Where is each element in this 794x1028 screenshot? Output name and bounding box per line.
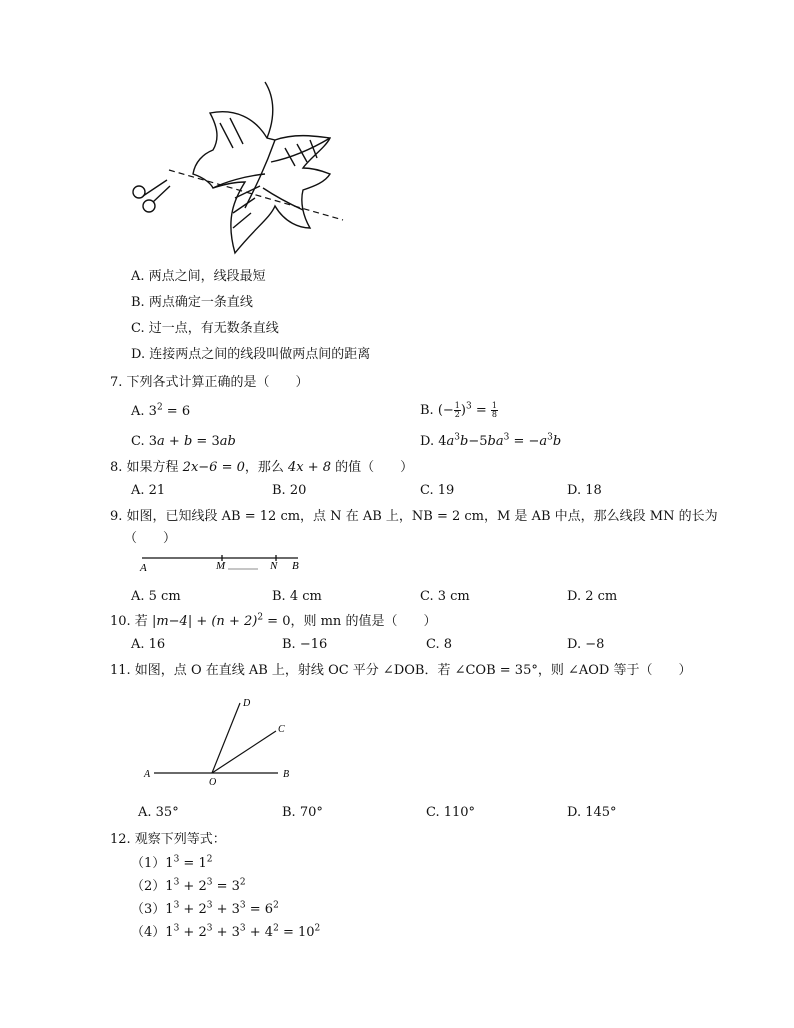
q11-option-b: B. 70° [282, 805, 323, 820]
q12-item-2-label: （2） [131, 879, 166, 894]
q8-option-d: D. 18 [567, 483, 602, 498]
q11-option-a: A. 35° [138, 805, 179, 820]
q10-stem: 10. 若 $|m-4| + (n + 2)^2 = 0$，则 mn 的值是（ ） [110, 612, 437, 629]
q8-stem [110, 460, 413, 476]
q8-option-c: C. 19 [420, 483, 455, 498]
q11-label-b: B [283, 769, 290, 780]
q6-option-d: D. 连接两点之间的线段叫做两点间的距离 [131, 347, 371, 362]
q11-label-d: D [243, 698, 251, 709]
q9-option-b: B. 4 cm [272, 589, 322, 604]
q7-stem: 7. 下列各式计算正确的是（ ） [110, 375, 309, 390]
q9-label-m: M [216, 560, 226, 572]
q9-option-a: A. 5 cm [131, 589, 181, 604]
q9-option-d: D. 2 cm [567, 589, 618, 604]
q11-option-d: D. 145° [567, 805, 617, 820]
q8-stem-pre: 8. 如果方程 [110, 460, 183, 475]
q11-label-o: O [209, 777, 217, 788]
q9-stem: 9. 如图，已知线段 AB = 12 cm，点 N 在 AB 上，NB = 2 cm，M 是 AB 中点，那么线段 MN 的长为 [110, 509, 718, 524]
q8-stem-post: 的值（ ） [331, 460, 414, 475]
q8-expression: 4x + 8 [288, 460, 332, 475]
q7-option-d-label: D. [420, 434, 439, 449]
q11-stem: 11. 如图，点 O 在直线 AB 上，射线 OC 平分 ∠DOB．若 ∠COB = 35°，则 ∠AOD 等于（ ） [110, 663, 692, 678]
q7-option-b: B. (− $\frac{1}{2}$ )$^3$ = $\frac{1}{8}$ [420, 401, 497, 419]
q8-option-b: B. 20 [272, 483, 307, 498]
q7-option-c-label: C. [131, 434, 149, 449]
q10-expression: |m−4| + (n + 2) [151, 614, 258, 629]
q9-segment-figure [138, 553, 308, 577]
q8-equation: 2x−6 = 0 [182, 460, 245, 475]
q10-option-a: A. 16 [131, 637, 166, 652]
q12-item-1-label: （1） [131, 856, 166, 871]
q12-item-4-label: （4） [131, 925, 166, 940]
q11-label-c: C [278, 724, 285, 735]
q10-option-d: D. −8 [567, 637, 605, 652]
q12-item-4: $(4)1^3 + 2^3 + 3^3 + 4^2 = 10^2$ [131, 923, 321, 940]
q7-option-a-label: A. [131, 404, 149, 419]
q12-stem: 12. 观察下列等式： [110, 832, 226, 847]
q12-item-3: $(3)1^3 + 2^3 + 3^3 = 6^2$ [131, 900, 279, 917]
q12-item-3-label: （3） [131, 902, 166, 917]
q11-option-c: C. 110° [426, 805, 476, 820]
q9-label-a: A [140, 562, 147, 574]
q12-item-1: $(1)1^3 = 1^2$ [131, 854, 213, 871]
q9-label-n: N [270, 560, 278, 572]
q10-option-c: C. 8 [426, 637, 453, 652]
leaf-scissors-figure [125, 78, 355, 258]
q10-option-b: B. −16 [282, 637, 328, 652]
q8-stem-mid: ，那么 [244, 460, 289, 475]
q9-label-b: B [292, 560, 299, 572]
q11-angle-figure [142, 693, 302, 793]
q7-option-a: A. $3^2 = 6$ [131, 402, 191, 419]
q6-option-c: C. 过一点，有无数条直线 [131, 321, 279, 336]
q12-item-2: $(2)1^3 + 2^3 = 3^2$ [131, 877, 246, 894]
q10-stem-pre: 10. 若 [110, 614, 152, 629]
q10-stem-post: = 0，则 mn 的值是（ ） [263, 614, 437, 629]
q6-option-a: A. 两点之间，线段最短 [131, 269, 266, 284]
q6-option-b: B. 两点确定一条直线 [131, 295, 253, 310]
q11-label-a: A [144, 769, 151, 780]
q7-option-d: D. $4a^3b-5ba^3 = -a^3b$ [420, 432, 562, 449]
q7-option-b-label: B. [420, 403, 438, 418]
q7-option-c: C. 3a + b = 3ab [131, 434, 236, 449]
q9-paren: （ ） [124, 531, 177, 546]
q9-option-c: C. 3 cm [420, 589, 470, 604]
q8-option-a: A. 21 [131, 483, 166, 498]
